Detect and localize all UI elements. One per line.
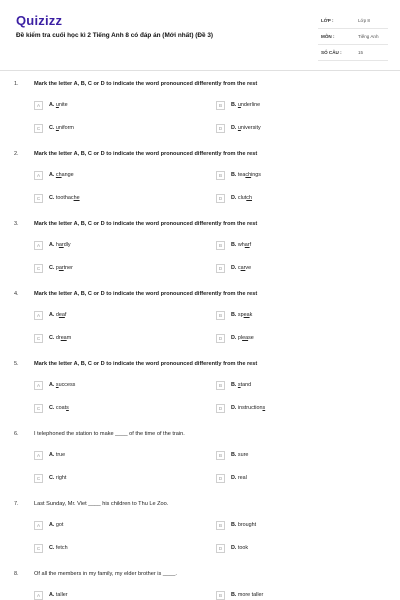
meta-value: Lớp 8 [358,18,370,23]
option-text: B. stand [231,382,252,388]
question-number: 3. [14,221,19,227]
question-text: Mark the letter A, B, C or D to indicate the word pronounced differently from the rest [34,221,258,227]
option-letter-box: D [216,194,225,203]
meta-key: MÔN : [321,34,335,39]
option-letter-box: C [34,124,43,133]
option-letter-box: D [216,124,225,133]
option-letter-box: A [34,311,43,320]
question-number: 5. [14,361,19,367]
option-letter-box: B [216,241,225,250]
option-letter-box: D [216,404,225,413]
question-number: 1. [14,81,19,87]
option-text: A. hardly [49,242,71,248]
option-text: C. fetch [49,545,68,551]
question-number: 4. [14,291,19,297]
worksheet-title: Đề kiểm tra cuối học kì 2 Tiếng Anh 8 có đáp án (Mới nhất) (Đề 3) [16,32,214,39]
meta-value: Tiếng Anh [358,34,379,39]
worksheet-meta [318,13,388,61]
option-text: C. right [49,475,67,481]
question-number: 7. [14,501,19,507]
option-letter-box: C [34,544,43,553]
option-text: A. change [49,172,74,178]
question-text: I telephoned the station to make ____ of the time of the train. [34,431,185,437]
meta-row-subject [318,29,388,45]
option-text: D. carve [231,265,252,271]
option-text: B. wharf [231,242,252,248]
option-text: B. brought [231,522,257,528]
option-text: B. sure [231,452,249,458]
question-text: Mark the letter A, B, C or D to indicate the word pronounced differently from the rest [34,291,258,297]
question-text: Mark the letter A, B, C or D to indicate the word pronounced differently from the rest [34,361,258,367]
option-letter-box: B [216,451,225,460]
option-text: B. underline [231,102,261,108]
option-letter-box: B [216,591,225,600]
option-letter-box: B [216,381,225,390]
question-text: Mark the letter A, B, C or D to indicate the word pronounced differently from the rest [34,151,258,157]
option-text: C. toothache [49,195,80,201]
header-divider [0,70,400,71]
option-letter-box: B [216,521,225,530]
option-text: D. took [231,545,249,551]
option-text: A. got [49,522,64,528]
option-letter-box: A [34,101,43,110]
option-letter-box: D [216,544,225,553]
option-text: B. speak [231,312,253,318]
option-letter-box: D [216,334,225,343]
option-letter-box: C [34,334,43,343]
option-text: C. dream [49,335,72,341]
question-text: Of all the members in my family, my elder brother is ____. [34,571,177,577]
option-text: D. please [231,335,254,341]
option-text: D. clutch [231,195,252,201]
meta-key: LỚP : [321,18,334,23]
option-text: A. true [49,452,66,458]
meta-value: 15 [358,50,364,55]
option-text: D. instructions [231,405,266,411]
meta-row-class [318,13,388,29]
option-letter-box: A [34,521,43,530]
option-letter-box: A [34,591,43,600]
option-text: B. more taller [231,592,264,598]
option-letter-box: A [34,451,43,460]
option-text: C. uniform [49,125,74,131]
meta-key: SỐ CÂU : [321,50,342,55]
option-letter-box: C [34,194,43,203]
option-text: A. deaf [49,312,67,318]
option-text: B. teachings [231,172,261,178]
question-number: 6. [14,431,19,437]
question-number: 2. [14,151,19,157]
quizizz-logo: Quizizz [16,13,63,28]
option-letter-box: D [216,264,225,273]
option-text: D. university [231,125,261,131]
option-letter-box: C [34,404,43,413]
option-letter-box: B [216,171,225,180]
option-letter-box: A [34,381,43,390]
option-letter-box: C [34,264,43,273]
option-text: C. partner [49,265,73,271]
option-text: A. taller [49,592,68,598]
option-letter-box: B [216,311,225,320]
option-letter-box: C [34,474,43,483]
option-text: A. unite [49,102,68,108]
option-letter-box: A [34,241,43,250]
question-text: Mark the letter A, B, C or D to indicate the word pronounced differently from the rest [34,81,258,87]
meta-row-count [318,45,388,61]
option-text: A. success [49,382,76,388]
option-letter-box: B [216,101,225,110]
option-letter-box: D [216,474,225,483]
option-text: C. coats [49,405,69,411]
question-number: 8. [14,571,19,577]
option-letter-box: A [34,171,43,180]
question-text: Last Sunday, Mr. Viet ____ his children to Thu Le Zoo. [34,501,169,507]
worksheet-header [0,0,400,70]
option-text: D. real [231,475,247,481]
